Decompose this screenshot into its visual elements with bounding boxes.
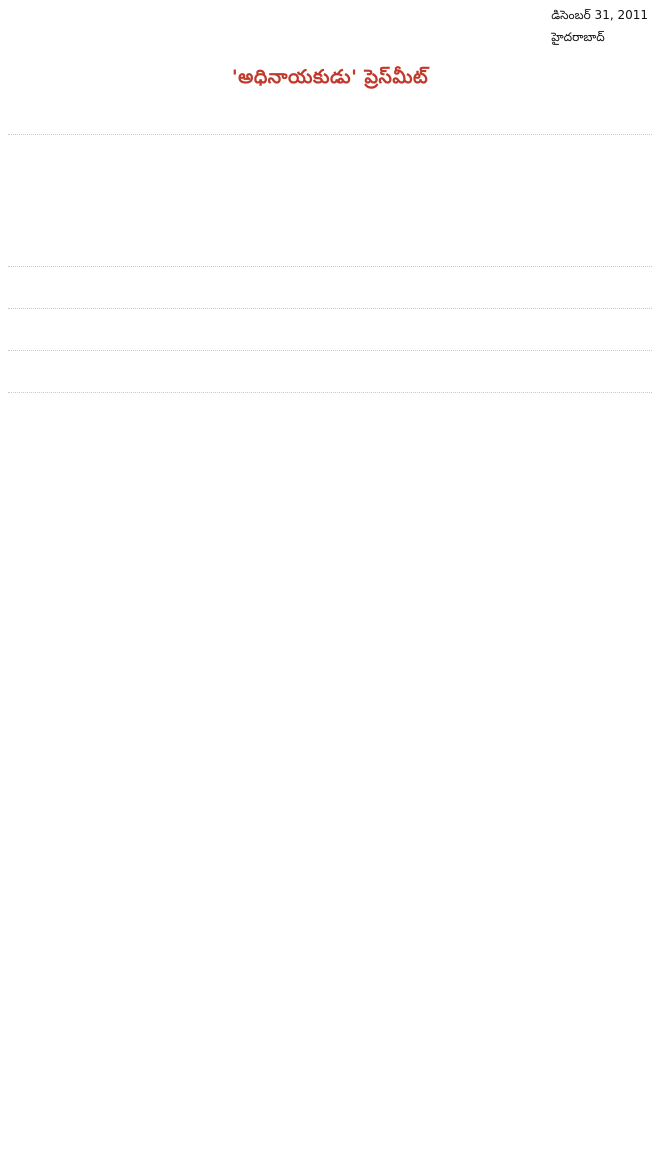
section-paragraph	[8, 320, 652, 340]
section-kumar-chowdary	[8, 134, 652, 256]
section-paragraph	[8, 236, 652, 256]
section-kalyan-malik	[8, 308, 652, 340]
section-paragraph	[8, 206, 652, 226]
intro-paragraph	[8, 104, 652, 124]
section-paragraph	[8, 404, 652, 424]
section-paruchuri-murali	[8, 266, 652, 298]
section-bhaskarabhatla	[8, 350, 652, 382]
section-paragraph	[8, 278, 652, 298]
article-body	[8, 104, 652, 434]
section-paragraph	[8, 176, 652, 196]
article-headline: 'అధినాయకుడు' ప్రెస్‌మీట్	[231, 66, 429, 88]
section-paragraph	[8, 362, 652, 382]
article-date: డిసెంబర్ 31, 2011	[551, 8, 648, 22]
article-meta	[551, 4, 648, 48]
section-paragraph	[8, 146, 652, 166]
article-location: హైదరాబాద్	[551, 30, 605, 44]
section-cast-crew	[8, 392, 652, 424]
